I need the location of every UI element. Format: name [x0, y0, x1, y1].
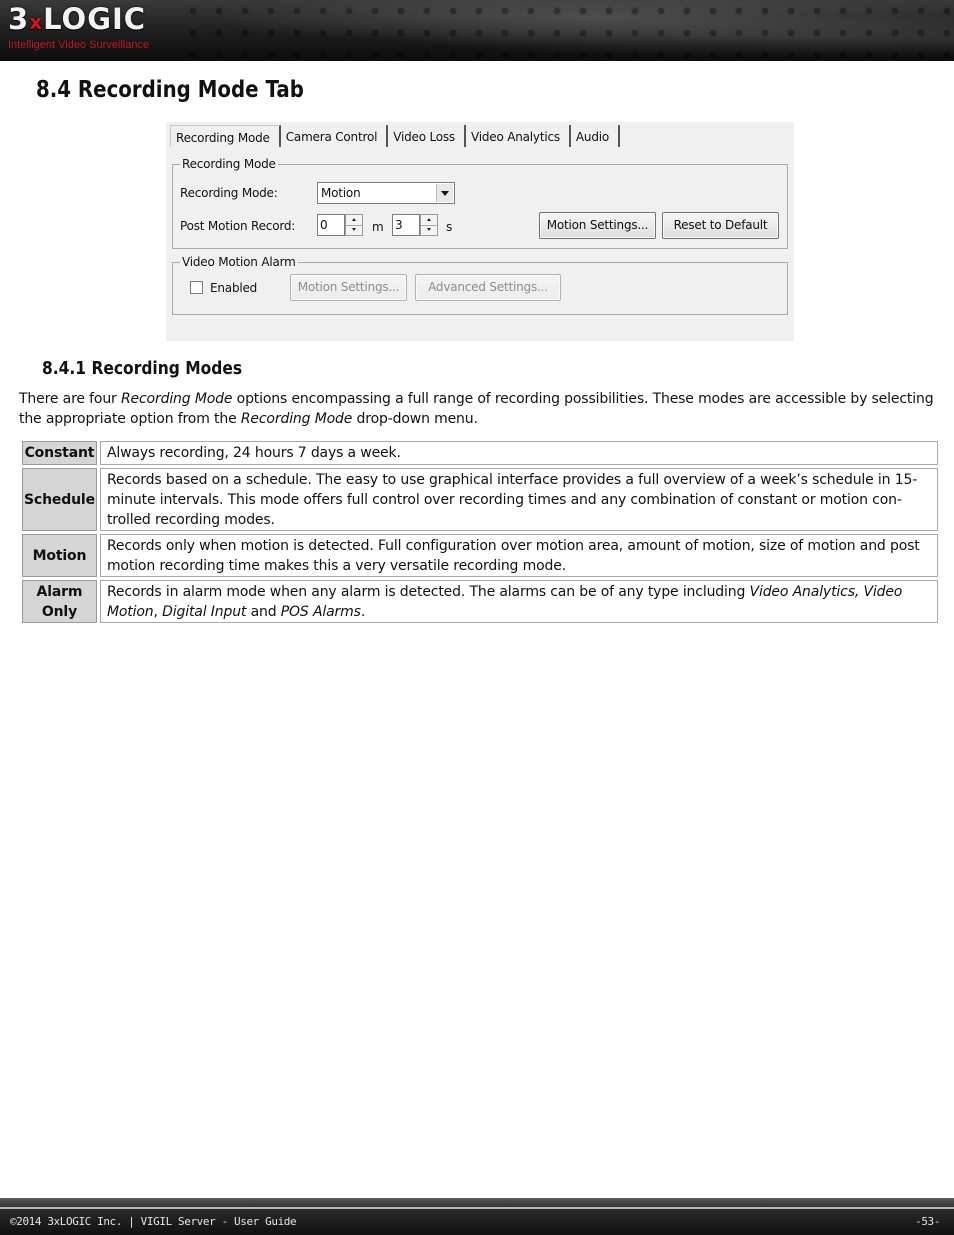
post-motion-minutes-input[interactable] — [317, 214, 345, 236]
minutes-unit-label: m — [372, 220, 384, 234]
enabled-checkbox[interactable] — [190, 281, 203, 294]
intro-italic-2: Recording Mode — [240, 411, 353, 427]
mode-desc-alarm-only — [100, 580, 938, 623]
alarm-desc-text-2: , — [153, 603, 163, 620]
recording-mode-group-legend: Recording Mode — [182, 157, 276, 171]
section-title: 8.4 Recording Mode Tab — [36, 77, 304, 103]
intro-paragraph — [19, 389, 939, 429]
header-banner — [0, 0, 954, 61]
stepper-down-icon[interactable] — [346, 225, 362, 235]
tab-video-loss[interactable]: Video Loss — [388, 125, 466, 147]
mode-term-alarm-only — [22, 580, 97, 623]
alarm-desc-italic-3: POS Alarms — [280, 603, 361, 620]
recording-mode-value: Motion — [321, 186, 361, 200]
post-motion-seconds-value: 3 — [395, 218, 403, 232]
logo-tagline: Intelligent Video Surveillance — [8, 39, 150, 51]
footer-bar — [0, 1198, 954, 1235]
recording-modes-table — [19, 438, 941, 626]
advanced-settings-button[interactable]: Advanced Settings... — [415, 274, 561, 301]
mode-term-motion: Motion — [22, 534, 97, 577]
footer-copyright: ©2014 3xLOGIC Inc. | VIGIL Server - User Guide — [10, 1215, 297, 1228]
logo-part-3: 3 — [8, 2, 30, 36]
tab-audio[interactable]: Audio — [571, 125, 620, 147]
alarm-desc-italic-1: Video Analytics, Video Motion — [106, 583, 903, 620]
alarm-desc-italic-2: Digital Input — [162, 603, 247, 620]
footer-rule — [0, 1207, 954, 1209]
recording-mode-tab-screenshot — [166, 122, 794, 341]
tab-video-analytics[interactable]: Video Analytics — [466, 125, 571, 147]
tab-strip — [170, 125, 620, 149]
subsection-title: 8.4.1 Recording Modes — [42, 358, 243, 379]
logo-part-logic: LOGIC — [43, 2, 147, 36]
reset-to-default-button[interactable]: Reset to Default — [662, 212, 779, 239]
mode-term-schedule: Schedule — [22, 468, 97, 531]
chevron-down-icon[interactable] — [436, 184, 453, 202]
seconds-unit-label: s — [446, 220, 453, 234]
tab-recording-mode[interactable]: Recording Mode — [170, 125, 281, 147]
mode-term-alarm-line1: Alarm — [36, 583, 83, 600]
header-texture — [180, 0, 954, 61]
post-motion-seconds-stepper[interactable] — [420, 214, 438, 236]
mode-desc-motion: Records only when motion is detected. Full configuration over motion area, amount of motion, size of motion and post motion recording time makes this a very versatile recording mode. — [100, 534, 938, 577]
post-motion-minutes-stepper[interactable] — [345, 214, 363, 236]
post-motion-minutes-value: 0 — [320, 218, 328, 232]
logo-wordmark — [8, 2, 146, 36]
mode-desc-constant: Always recording, 24 hours 7 days a week. — [100, 441, 938, 465]
mode-term-alarm-line2: Only — [41, 603, 78, 620]
alarm-motion-settings-button[interactable]: Motion Settings... — [290, 274, 407, 301]
alarm-desc-text-4: . — [360, 603, 366, 620]
recording-mode-label: Recording Mode: — [180, 186, 278, 200]
mode-desc-schedule: Records based on a schedule. The easy to use graphical interface provides a full overview of a week’s schedule in 15-minute intervals. This mode offers full control over recording times and any combination of constant or motion con-trolled recording modes. — [100, 468, 938, 531]
table-row — [22, 534, 938, 577]
table-row — [22, 441, 938, 465]
recording-mode-dropdown[interactable] — [317, 182, 455, 204]
intro-text-2: options encompassing a full range of recording possibilities. These modes are accessible by selecting the appropriate option from the — [19, 391, 934, 427]
enabled-label[interactable]: Enabled — [210, 281, 258, 295]
alarm-desc-text-1: Records in alarm mode when any alarm is detected. The alarms can be of any type including — [106, 583, 750, 600]
video-motion-alarm-group — [172, 255, 788, 315]
recording-mode-group — [172, 157, 788, 249]
tab-camera-control[interactable]: Camera Control — [281, 125, 388, 147]
intro-italic-1: Recording Mode — [120, 391, 233, 407]
logo-part-x: x — [29, 10, 44, 34]
page-number: -53- — [915, 1215, 940, 1228]
stepper-down-icon[interactable] — [421, 225, 437, 235]
table-row — [22, 580, 938, 623]
intro-text-3: drop-down menu. — [352, 411, 478, 427]
alarm-desc-text-3: and — [246, 603, 281, 620]
table-row — [22, 468, 938, 531]
video-motion-alarm-legend: Video Motion Alarm — [182, 255, 296, 269]
post-motion-seconds-input[interactable] — [392, 214, 420, 236]
post-motion-record-label: Post Motion Record: — [180, 219, 296, 233]
mode-term-constant: Constant — [22, 441, 97, 465]
motion-settings-button[interactable]: Motion Settings... — [539, 212, 656, 239]
intro-text-1: There are four — [19, 391, 121, 407]
